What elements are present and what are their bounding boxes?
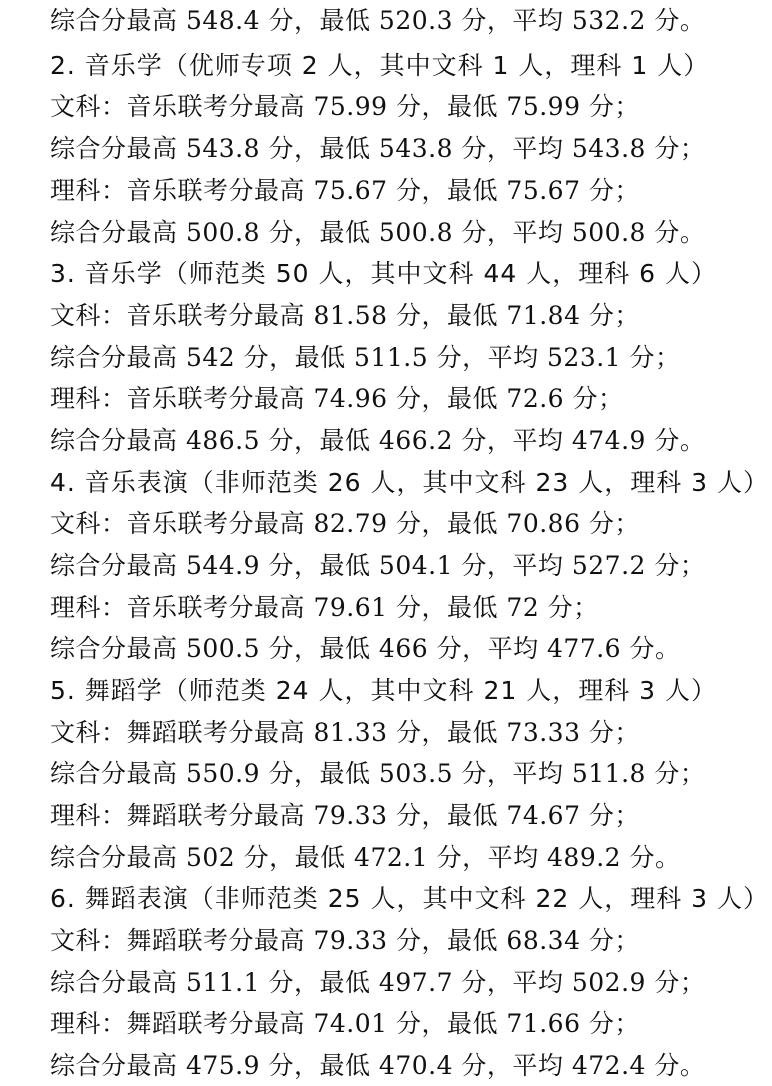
- liberal-arts-score-line: 文科：音乐联考分最高 82.79 分，最低 70.86 分；: [50, 509, 640, 538]
- section-heading-music-performance: 4. 音乐表演（非师范类 26 人，其中文科 23 人，理科 3 人）: [50, 468, 770, 497]
- science-score-line: 理科：舞蹈联考分最高 74.01 分，最低 71.66 分；: [50, 1009, 640, 1038]
- composite-score-line: 综合分最高 502 分，最低 472.1 分，平均 489.2 分。: [50, 843, 681, 872]
- science-score-line: 理科：舞蹈联考分最高 79.33 分，最低 74.67 分；: [50, 801, 640, 830]
- section-heading-dance-teacher: 5. 舞蹈学（师范类 24 人，其中文科 21 人，理科 3 人）: [50, 676, 718, 705]
- composite-score-line: 综合分最高 500.8 分，最低 500.8 分，平均 500.8 分。: [50, 218, 706, 247]
- liberal-arts-score-line: 文科：音乐联考分最高 75.99 分，最低 75.99 分；: [50, 92, 640, 121]
- section-heading-music-excellent-teacher: 2. 音乐学（优师专项 2 人，其中文科 1 人，理科 1 人）: [50, 51, 710, 80]
- liberal-arts-score-line: 文科：舞蹈联考分最高 79.33 分，最低 68.34 分；: [50, 926, 640, 955]
- composite-score-line: 综合分最高 544.9 分，最低 504.1 分，平均 527.2 分；: [50, 551, 706, 580]
- composite-score-line: 综合分最高 542 分，最低 511.5 分，平均 523.1 分；: [50, 343, 681, 372]
- composite-score-line: 综合分最高 550.9 分，最低 503.5 分，平均 511.8 分；: [50, 759, 706, 788]
- liberal-arts-score-line: 文科：舞蹈联考分最高 81.33 分，最低 73.33 分；: [50, 718, 640, 747]
- science-score-line: 理科：音乐联考分最高 74.96 分，最低 72.6 分；: [50, 384, 624, 413]
- composite-score-line: 综合分最高 543.8 分，最低 543.8 分，平均 543.8 分；: [50, 134, 706, 163]
- composite-score-line: 综合分最高 511.1 分，最低 497.7 分，平均 502.9 分；: [50, 968, 706, 997]
- summary-line: 综合分最高 548.4 分，最低 520.3 分，平均 532.2 分。: [50, 6, 706, 35]
- science-score-line: 理科：音乐联考分最高 75.67 分，最低 75.67 分；: [50, 176, 640, 205]
- section-heading-music-teacher: 3. 音乐学（师范类 50 人，其中文科 44 人，理科 6 人）: [50, 259, 718, 288]
- section-heading-dance-performance: 6. 舞蹈表演（非师范类 25 人，其中文科 22 人，理科 3 人）: [50, 884, 770, 913]
- science-score-line: 理科：音乐联考分最高 79.61 分，最低 72 分；: [50, 593, 599, 622]
- composite-score-line: 综合分最高 500.5 分，最低 466 分，平均 477.6 分。: [50, 634, 681, 663]
- composite-score-line: 综合分最高 475.9 分，最低 470.4 分，平均 472.4 分。: [50, 1051, 706, 1080]
- liberal-arts-score-line: 文科：音乐联考分最高 81.58 分，最低 71.84 分；: [50, 301, 640, 330]
- composite-score-line: 综合分最高 486.5 分，最低 466.2 分，平均 474.9 分。: [50, 426, 706, 455]
